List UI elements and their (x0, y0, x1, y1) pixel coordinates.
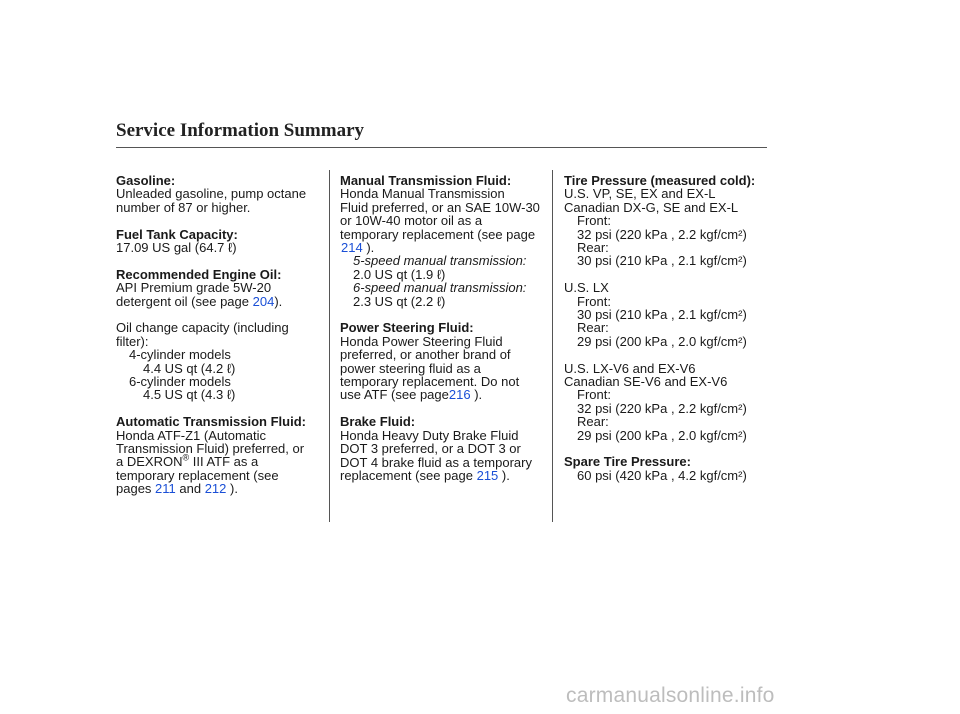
fuel-capacity-value: 17.09 US gal (64.7 ℓ) (116, 240, 237, 256)
gasoline-line: number of 87 or higher. (116, 199, 251, 215)
mtf-line: temporary replacement (see page (340, 226, 536, 242)
fuel-capacity-heading: Fuel Tank Capacity: (116, 226, 238, 242)
power-steering-line: use ATF (see page216 ). (340, 387, 483, 403)
power-steering-line: preferred, or another brand of (340, 347, 511, 363)
tire-rear-value: 29 psi (200 kPa , 2.0 kgf/cm²) (577, 427, 747, 443)
page-link-215[interactable]: 215 (476, 467, 499, 483)
mtf-5speed-value: 2.0 US qt (1.9 ℓ) (353, 266, 446, 282)
power-steering-heading: Power Steering Fluid: (340, 320, 474, 336)
page-title: Service Information Summary (116, 120, 365, 141)
tire-group-2-model: U.S. LX (564, 280, 609, 296)
oil-4cyl-value: 4.4 US qt (4.2 ℓ) (143, 360, 236, 376)
tire-rear-label: Rear: (577, 320, 609, 336)
mtf-line: Honda Manual Transmission (340, 186, 505, 202)
column-2 (340, 174, 545, 482)
column-1 (116, 174, 321, 496)
oil-6cyl-label: 6-cylinder models (129, 374, 231, 390)
oil-6cyl-value: 4.5 US qt (4.3 ℓ) (143, 387, 236, 403)
page-link-214[interactable]: 214 (341, 240, 363, 256)
tire-front-value: 32 psi (220 kPa , 2.2 kgf/cm²) (577, 400, 747, 416)
engine-oil-heading: Recommended Engine Oil: (116, 266, 282, 282)
spare-tire-value: 60 psi (420 kPa , 4.2 kgf/cm²) (577, 467, 747, 483)
tire-group-3-model: Canadian SE-V6 and EX-V6 (564, 374, 728, 390)
atf-heading: Automatic Transmission Fluid: (116, 414, 306, 430)
page-link-212[interactable]: 212 (204, 481, 227, 497)
atf-line: Transmission Fluid) preferred, or (116, 441, 305, 457)
brake-fluid-line: Honda Heavy Duty Brake Fluid (340, 427, 519, 443)
atf-line: temporary replacement (see (116, 467, 279, 483)
atf-line: pages 211 and 212 ). (116, 481, 238, 497)
mtf-6speed-value: 2.3 US qt (2.2 ℓ) (353, 293, 446, 309)
column-divider-2 (552, 170, 553, 522)
engine-oil-line: API Premium grade 5W-20 (116, 280, 272, 296)
tire-group-1-model: Canadian DX-G, SE and EX-L (564, 199, 739, 215)
mtf-line: or 10W-40 motor oil as a (340, 213, 483, 229)
power-steering-line: temporary replacement. Do not (340, 374, 520, 390)
spare-tire-heading: Spare Tire Pressure: (564, 454, 691, 470)
watermark-text: carmanualsonline.info (566, 684, 775, 707)
tire-front-label: Front: (577, 293, 611, 309)
brake-fluid-line: DOT 3 preferred, or a DOT 3 or (340, 441, 521, 457)
oil-capacity-line: filter): (116, 333, 149, 349)
tire-front-value: 32 psi (220 kPa , 2.2 kgf/cm²) (577, 226, 747, 242)
mtf-6speed-label: 6-speed manual transmission: (353, 280, 527, 296)
tire-rear-label: Rear: (577, 414, 609, 430)
power-steering-line: power steering fluid as a (340, 360, 481, 376)
brake-fluid-line: DOT 4 brake fluid as a temporary (340, 454, 532, 470)
mtf-5speed-label: 5-speed manual transmission: (353, 253, 527, 269)
column-3 (564, 174, 764, 482)
brake-fluid-line: replacement (see page 215 ). (340, 467, 510, 483)
title-rule (116, 147, 767, 148)
oil-capacity-line: Oil change capacity (including (116, 320, 289, 336)
tire-group-3-model: U.S. LX-V6 and EX-V6 (564, 360, 696, 376)
tire-rear-label: Rear: (577, 240, 609, 256)
atf-line: a DEXRON® III ATF as a (116, 453, 259, 470)
page-link-211[interactable]: 211 (155, 481, 176, 497)
mtf-heading: Manual Transmission Fluid: (340, 173, 512, 188)
mtf-line: 214 ). (341, 240, 375, 256)
atf-line: Honda ATF-Z1 (Automatic (116, 427, 267, 443)
tire-front-value: 30 psi (210 kPa , 2.1 kgf/cm²) (577, 307, 747, 323)
engine-oil-line: detergent oil (see page 204). (116, 293, 283, 309)
gasoline-heading: Gasoline: (116, 173, 176, 188)
column-divider-1 (329, 170, 330, 522)
tire-front-label: Front: (577, 213, 611, 229)
mtf-line: Fluid preferred, or an SAE 10W-30 (340, 199, 540, 215)
page-link-216[interactable]: 216 (448, 387, 471, 403)
oil-4cyl-label: 4-cylinder models (129, 347, 231, 363)
gasoline-line: Unleaded gasoline, pump octane (116, 186, 307, 202)
power-steering-line: Honda Power Steering Fluid (340, 333, 503, 349)
tire-pressure-heading: Tire Pressure (measured cold): (564, 173, 756, 188)
brake-fluid-heading: Brake Fluid: (340, 414, 416, 430)
tire-group-1-model: U.S. VP, SE, EX and EX-L (564, 186, 716, 202)
page-link-204[interactable]: 204 (252, 293, 275, 309)
tire-rear-value: 30 psi (210 kPa , 2.1 kgf/cm²) (577, 253, 747, 269)
tire-front-label: Front: (577, 387, 611, 403)
tire-rear-value: 29 psi (200 kPa , 2.0 kgf/cm²) (577, 333, 747, 349)
